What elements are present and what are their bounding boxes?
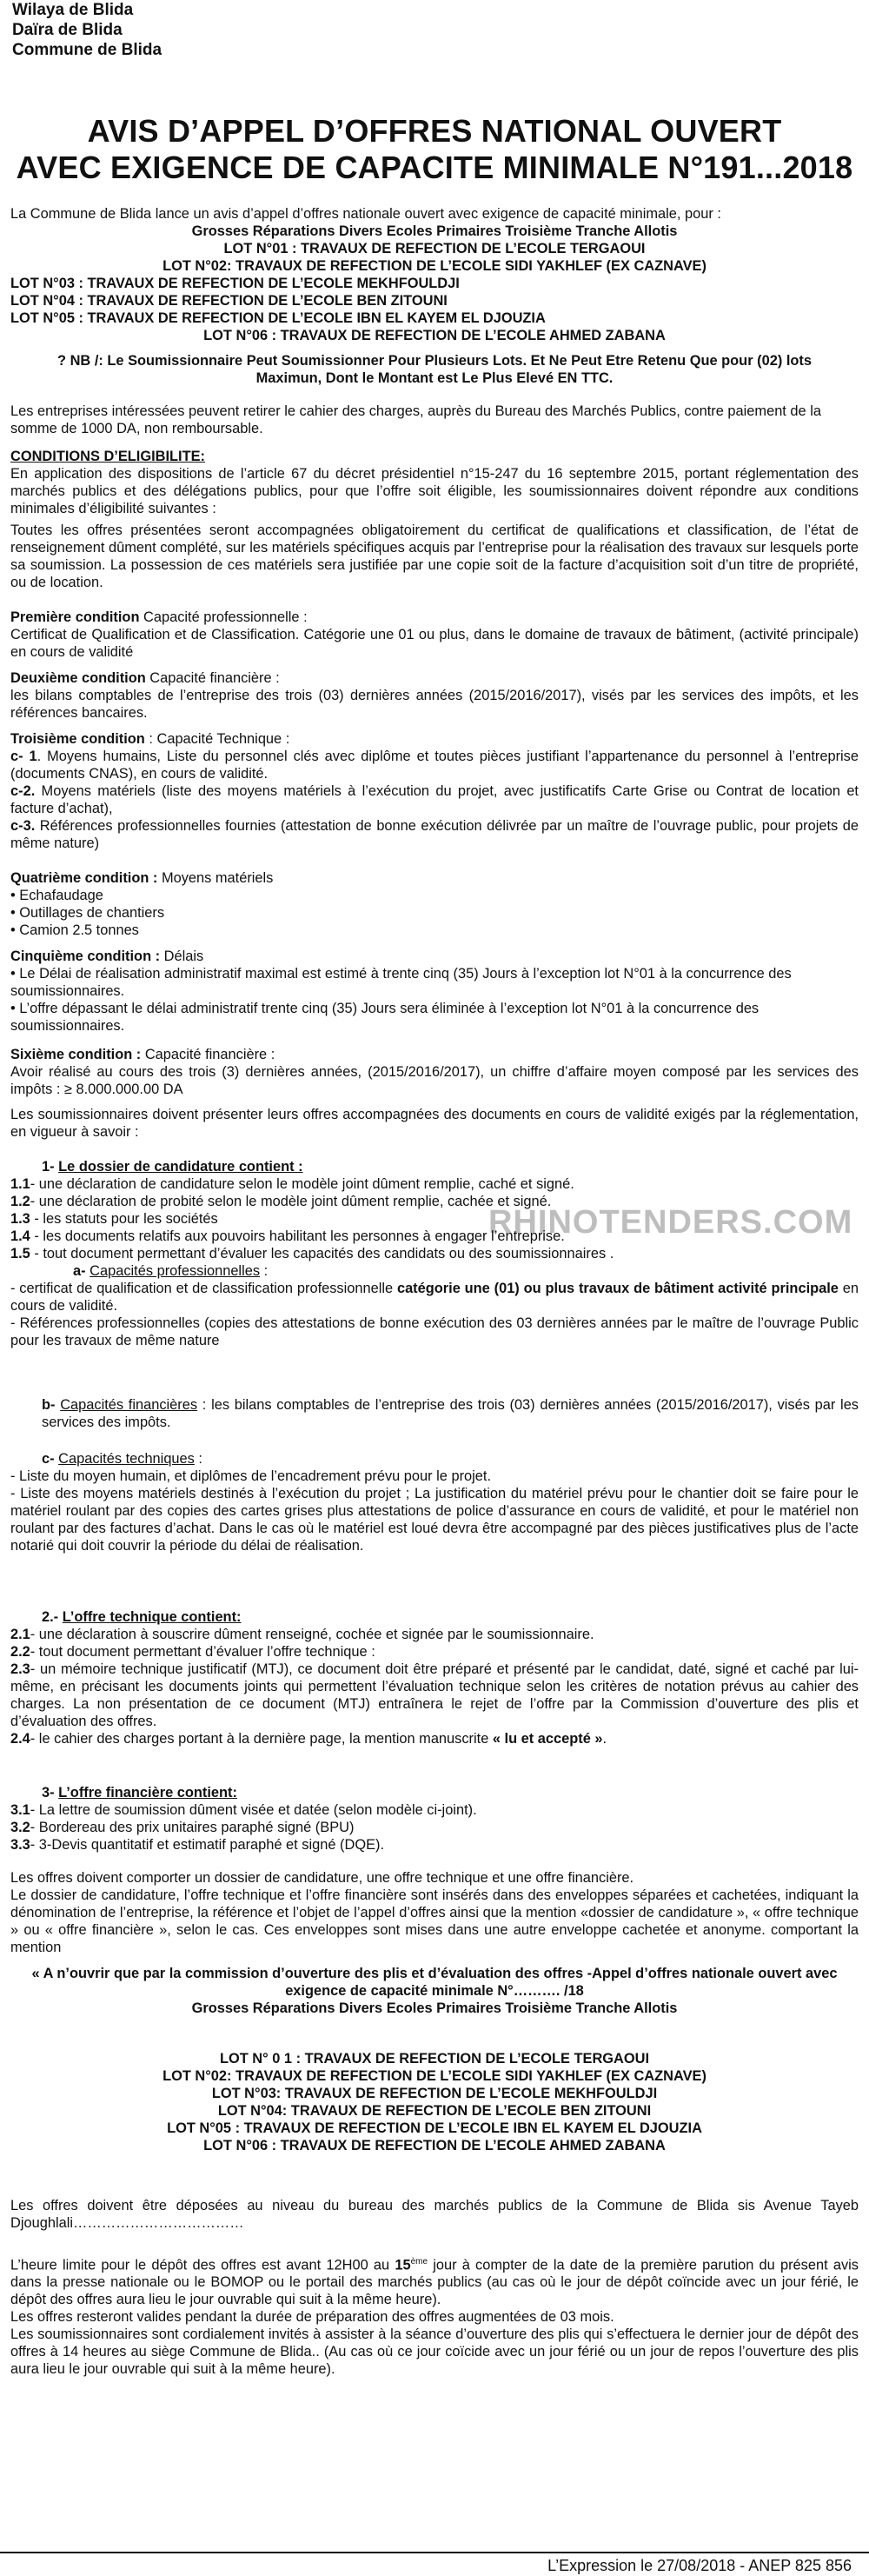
mention-lot-1: LOT N° 0 1 : TRAVAUX DE REFECTION DE L’ECOLE TERGAOUI	[219, 2051, 650, 2067]
condition-4-item-2: • Outillages de chantiers	[10, 905, 165, 921]
intro-section	[10, 205, 859, 344]
capacites-professionnelles-1: - certificat de qualification et de classification professionnelle catégorie une (01) ou plus travaux de bâtiment activité principale en cours de validité.	[10, 1281, 859, 1314]
intro-text: La Commune de Blida lance un avis d’appel d’offres nationale ouvert avec exigence de capacité minimale, pour :	[10, 206, 721, 222]
depot-p3: Les offres resteront valides pendant la durée de préparation des offres augmentées de 03 mois.	[10, 2309, 614, 2326]
lot-6: LOT N°06 : TRAVAUX DE REFECTION DE L’ECOLE AHMED ZABANA	[203, 328, 666, 343]
enveloppes-p2: Le dossier de candidature, l’offre technique et l’offre financière sont insérés dans des enveloppes séparées et cachetées, indiquant la dénomination de l’entreprise, la référence et l’objet de l’appel d’offres ainsi que la mention «dossier de candidature », « offre technique » ou « offre financière », selon le cas. Ces enveloppes sont mises dans une autre enveloppe cachetée et anonyme. comportant la mention	[10, 1887, 859, 1955]
dossier-item-2: 1.2- une déclaration de probité selon le modèle joint dûment remplie, cachée et signé.	[10, 1194, 552, 1209]
condition-6	[10, 1046, 859, 1098]
lot-2: LOT N°02: TRAVAUX DE REFECTION DE L’ECOLE SIDI YAKHLEF (EX CAZNAVE)	[163, 258, 706, 274]
condition-5-title: Délais	[160, 949, 204, 964]
condition-5	[10, 948, 859, 1035]
technique-item-3: 2.3- un mémoire technique justificatif (MTJ), ce document doit être préparé et présenté par le candidat, daté, signé et caché par lui-même, en précisant les documents joints qui permettent l’évaluation technique selon les critères de notation prévus au cahier des charges. La non présentation de ce document (MTJ) entraînera le rejet de l’offre par la Commission d’ouverture des plis et d’évaluation des offres.	[10, 1661, 859, 1729]
condition-3-item-2: c-2. Moyens matériels (liste des moyens matériels à l’exécution du projet, avec justificatifs Carte Grise ou Contrat de location et facture d’achat),	[10, 783, 859, 816]
capacites-techniques-2: - Liste des moyens matériels destinés à l’exécution du projet ; La justification du matériel prévu pour le chantier doit se faire pour le matériel roulant par des copies des cartes grises plus attestations de police d’assurance en cours de validité, et pour le matériel non roulant par des factures d’achat. Dans le cas où le matériel est loué devra être accompagné par des pièces justificatives plus de l’acte notarié qui doit couvrir la période du délai de réalisation.	[10, 1486, 859, 1554]
technique-item-2: 2.2- tout document permettant d’évaluer l’offre technique :	[10, 1644, 375, 1660]
condition-3	[10, 730, 859, 852]
financiere-item-3: 3.3- 3-Devis quantitatif et estimatif paraphé et signé (DQE).	[10, 1837, 385, 1853]
condition-5-item-1: • Le Délai de réalisation administratif maximal est estimé à trente cinq (35) Jours à l’exception lot N°01 à la concurrence des soumissionnaires.	[10, 966, 792, 999]
mention-line-1: « A n’ouvrir que par la commission d’ouverture des plis et d’évaluation des offres -Appel d’offres nationale ouvert avec exigence de capacité minimale N°………. /18	[31, 1966, 838, 1999]
enveloppes-section	[10, 1869, 859, 1956]
depot-p4: Les soumissionnaires sont cordialement invités à assister à la séance d’ouverture des plis qui s’effectuera le dernier jour de dépôt des offres à 14 heures au siège Commune de Blida.. (Au cas où ce jour coïcide avec un jour férié ou un jour de repos l’ouverture des plis aura lieu le jour ouvrable qui suit à la même heure).	[10, 2326, 859, 2378]
financiere-item-2: 3.2- Bordereau des prix unitaires paraphé signé (BPU)	[10, 1820, 355, 1835]
depot-p2: L’heure limite pour le dépôt des offres est avant 12H00 au 15ème jour à compter de la date de la première parution du présent avis dans la presse nationale ou le BOMOP ou le portail des marchés publics (au cas où le jour de dépôt coïncide avec un jour férié, le dépôt des offres aura lieu le jour ouvrable qui suit à la même heure).	[10, 2257, 859, 2308]
condition-1-label: Première condition	[10, 609, 140, 625]
nb-note	[10, 352, 859, 387]
condition-4	[10, 869, 859, 939]
dossier-item-3: 1.3 - les statuts pour les sociétés	[10, 1211, 218, 1227]
capacites-financieres: b- Capacités financières : les bilans comptables de l’entreprise des trois (03) dernières années (2015/2016/2017), visés par les services des impôts.	[42, 1397, 859, 1430]
condition-4-item-1: • Echafaudage	[10, 888, 103, 903]
condition-4-item-3: • Camion 2.5 tonnes	[10, 922, 139, 938]
financiere-item-1: 3.1- La lettre de soumission dûment visée et datée (selon modèle ci-joint).	[10, 1802, 477, 1818]
condition-5-label: Cinquième condition :	[10, 949, 161, 964]
title-line-2: AVEC EXIGENCE DE CAPACITE MINIMALE N°191...2018	[16, 150, 853, 185]
offre-technique-section	[10, 1608, 859, 1747]
commune-line: Commune de Blida	[12, 41, 163, 59]
dossier-item-1: 1.1- une déclaration de candidature selon le modèle joint dûment remplie, caché et signé.	[10, 1176, 574, 1192]
mention-block	[10, 1965, 859, 2017]
capacites-techniques: c- Capacités techniques : - Liste du moyen humain, et diplômes de l’encadrement prévu pour le projet. - Liste des moyens matériels destinés à l’exécution du projet ; La justification du matériel prévu pour le chantier doit se faire pour le matériel roulant par des copies des cartes grises plus attestations de police d’assurance en cours de validité, et pour le matériel non roulant par des factures d’achat. Dans le cas où le matériel est loué devra être accompagné par des pièces justificatives plus de l’acte notarié qui doit couvrir la période du délai de réalisation.	[10, 1451, 859, 1554]
condition-3-item-3: c-3. Références professionnelles fournies (attestation de bonne exécution délivrée par un maître de l’ouvrage public, pour projets de même nature)	[10, 818, 859, 851]
condition-3-title: : Capacité Technique :	[144, 731, 290, 747]
project-title: Grosses Réparations Divers Ecoles Primaires Troisième Tranche Allotis	[191, 223, 678, 239]
capacites-professionnelles-heading: a- Capacités professionnelles :	[73, 1263, 269, 1279]
conditions-section	[10, 448, 859, 517]
capacites-professionnelles-2: - Références professionnelles (copies des attestations de bonne exécution des 03 dernières années par le maître de l’ouvrage Public pour les travaux de même nature	[10, 1315, 859, 1348]
condition-3-item-1: c- 1. Moyens humains, Liste du personnel clés avec diplôme et toutes pièces justifiant l’appartenance du personnel à l’entreprise (documents CNAS), en cours de validité.	[10, 749, 859, 782]
condition-1	[10, 609, 859, 661]
documents-intro: Les soumissionnaires doivent présenter leurs offres accompagnées des documents en cours de validité exigés par la réglementation, en vigueur à savoir :	[10, 1107, 859, 1140]
condition-4-label: Quatrième condition :	[10, 870, 158, 886]
issuer-header	[12, 0, 162, 60]
wilaya-line: Wilaya de Blida	[12, 1, 134, 19]
dossier-item-5: 1.5 - tout document permettant d’évaluer les capacités des candidats ou des soumissionnaires .	[10, 1246, 614, 1261]
enveloppes-p1: Les offres doivent comporter un dossier de candidature, une offre technique et une offre financière.	[10, 1870, 634, 1886]
condition-1-text: Certificat de Qualification et de Classification. Catégorie une 01 ou plus, dans le domaine de travaux de bâtiment, (activité principale) en cours de validité	[10, 627, 859, 660]
condition-1-title: Capacité professionnelle :	[139, 609, 308, 625]
watermark: RHINOTENDERS.COM	[488, 1204, 853, 1241]
condition-2-text: les bilans comptables de l’entreprise des trois (03) dernières années (2015/2016/2017), visés par les services des impôts, et les références bancaires.	[10, 688, 859, 721]
offre-financiere-heading: 3- L’offre financière contient:	[42, 1785, 237, 1801]
publication-footer: L’Expression le 27/08/2018 - ANEP 825 856	[547, 2557, 852, 2574]
technique-item-4: 2.4- le cahier des charges portant à la dernière page, la mention manuscrite « lu et accepté ».	[10, 1731, 607, 1747]
notice-title	[10, 113, 859, 186]
condition-2-label: Deuxième condition	[10, 670, 146, 686]
mention-lot-2: LOT N°02: TRAVAUX DE REFECTION DE L’ECOLE SIDI YAKHLEF (EX CAZNAVE)	[163, 2068, 706, 2084]
footer-rule	[0, 2552, 869, 2553]
dossier-section	[10, 1158, 859, 1349]
condition-6-label: Sixième condition :	[10, 1047, 142, 1062]
dossier-heading: 1- Le dossier de candidature contient :	[42, 1159, 303, 1175]
condition-5-item-2: • L’offre dépassant le délai administratif trente cinq (35) Jours sera éliminée à l’exception lot N°01 à la concurrence des soumissionnaires.	[10, 1001, 760, 1034]
mention-line-2: Grosses Réparations Divers Ecoles Primaires Troisième Tranche Allotis	[191, 2000, 678, 2016]
daira-line: Daïra de Blida	[12, 21, 123, 39]
conditions-p2: Toutes les offres présentées seront accompagnées obligatoirement du certificat de qualifications et classification, de l’état de renseignement dûment complété, sur les matériels spécifiques acquis par l’entreprise pour la réalisation des travaux sur lesquels porte sa soumission. La possession de ces matériels sera justifiée par une copie soit de la facture d’acquisition soit d’un titre de propriété, ou de location.	[10, 523, 859, 590]
dossier-item-4: 1.4 - les documents relatifs aux pouvoirs habilitant les personnes à engager l’entreprise.	[10, 1228, 565, 1244]
mention-lot-6: LOT N°06 : TRAVAUX DE REFECTION DE L’ECOLE AHMED ZABANA	[203, 2138, 666, 2153]
nb-line-2: Maximun, Dont le Montant est Le Plus Elevé EN TTC.	[255, 370, 614, 386]
conditions-p1: En application des dispositions de l’article 67 du décret présidentiel n°15-247 du 16 septembre 2015, portant réglementation des marchés publics et des délégations publics, pour que l’offre soit éligible, les soumissionnaires doivent répondre aux conditions minimales d’éligibilité suivantes :	[10, 466, 859, 516]
lot-3: LOT N°03 : TRAVAUX DE REFECTION DE L’ECOLE MEKHFOULDJI	[10, 276, 460, 291]
mention-lot-5: LOT N°05 : TRAVAUX DE REFECTION DE L’ECOLE IBN EL KAYEM EL DJOUZIA	[167, 2120, 702, 2136]
mention-lots	[10, 2050, 859, 2154]
retrait-paragraph: Les entreprises intéressées peuvent retirer le cahier des charges, auprès du Bureau des Marchés Publics, contre paiement de la somme de 1000 DA, non remboursable.	[10, 403, 821, 436]
mention-lot-3: LOT N°03: TRAVAUX DE REFECTION DE L’ECOLE MEKHFOULDJI	[211, 2086, 658, 2101]
nb-line-1: ? NB /: Le Soumissionnaire Peut Soumissionner Pour Plusieurs Lots. Et Ne Peut Etre Retenu Que pour (02) lots	[57, 353, 812, 369]
condition-2-title: Capacité financière :	[145, 670, 280, 686]
condition-3-label: Troisième condition	[10, 731, 145, 747]
lot-5: LOT N°05 : TRAVAUX DE REFECTION DE L’ECOLE IBN EL KAYEM EL DJOUZIA	[10, 310, 546, 326]
offre-financiere-section	[10, 1784, 859, 1854]
title-line-1: AVIS D’APPEL D’OFFRES NATIONAL OUVERT	[87, 113, 782, 149]
condition-6-text: Avoir réalisé au cours des trois (3) dernières années, (2015/2016/2017), un chiffre d’affaire moyen composé par les services des impôts : ≥ 8.000.000.00 DA	[10, 1064, 859, 1097]
capacites-techniques-1: - Liste du moyen humain, et diplômes de l’encadrement prévu pour le projet.	[10, 1468, 492, 1484]
condition-2	[10, 669, 859, 722]
depot-section	[10, 2253, 859, 2378]
mention-lot-4: LOT N°04: TRAVAUX DE REFECTION DE L’ECOLE BEN ZITOUNI	[217, 2103, 652, 2119]
lot-1: LOT N°01 : TRAVAUX DE REFECTION DE L’ECOLE TERGAOUI	[223, 241, 646, 256]
conditions-heading: CONDITIONS D’ELIGIBILITE:	[10, 449, 206, 464]
condition-6-title: Capacité financière :	[141, 1047, 275, 1062]
lot-4: LOT N°04 : TRAVAUX DE REFECTION DE L’ECOLE BEN ZITOUNI	[10, 293, 448, 309]
condition-4-title: Moyens matériels	[157, 870, 274, 886]
technique-item-1: 2.1- une déclaration à souscrire dûment renseigné, cochée et signée par le soumissionnaire.	[10, 1627, 594, 1642]
depot-p1: Les offres doivent être déposées au niveau du bureau des marchés publics de la Commune de Blida sis Avenue Tayeb Djoughlali………………………………	[10, 2198, 859, 2231]
offre-technique-heading: 2.- L’offre technique contient:	[42, 1609, 242, 1625]
